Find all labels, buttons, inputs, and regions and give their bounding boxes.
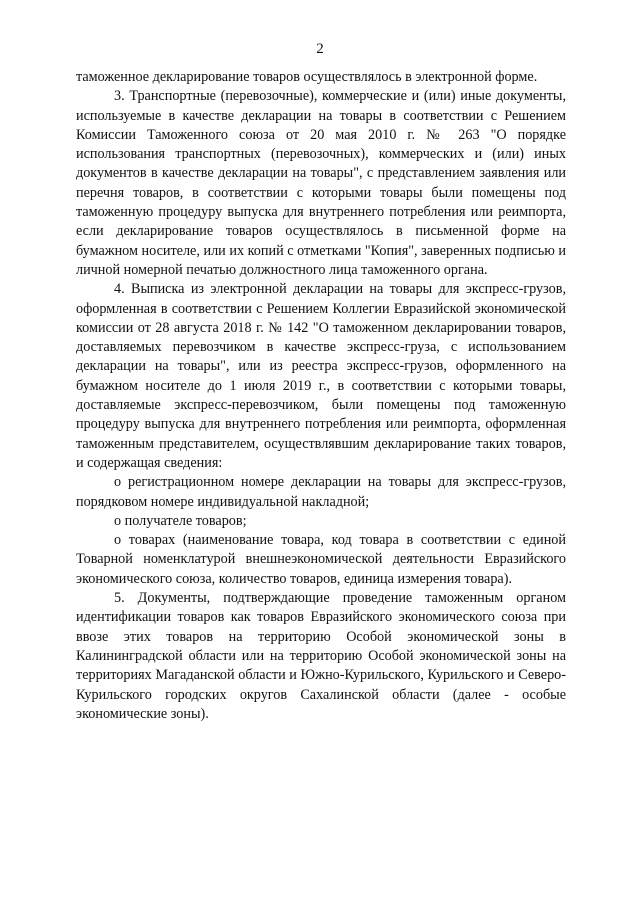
paragraph-subitem-goods: о товарах (наименование товара, код товара в соответствии с единой Товарной номенклатурой внешнеэкономической деятельности Евразийского экономического союза, количество товаров, единица измерения товара).	[76, 532, 566, 587]
paragraph-subitem-recipient: о получателе товаров;	[114, 512, 247, 529]
paragraph-item-5: 5. Документы, подтверждающие проведение таможенным органом идентификации товаров как товаров Евразийского экономического союза при ввозе этих товаров на территорию Особой экономической зоны в Калининградской области или на территорию Особой экономической зоны на территориях Магаданской области и Южно-Курильского, Курильского и Северо-Курильского городских округов Сахалинской области (далее - особые экономические зоны).	[76, 590, 566, 722]
paragraph-item-4: 4. Выписка из электронной декларации на товары для экспресс-грузов, оформленная в соответствии с Решением Коллегии Евразийской экономической комиссии от 28 августа 2018 г. № 142 "О таможенном декларировании товаров, доставляемых перевозчиком в качестве экспресс-груза, с использованием декларации на товары", или из реестра экспресс-грузов, оформленного на бумажном носителе до 1 июля 2019 г., в соответствии с которыми товары, доставляемые экспресс-перевозчиком, были помещены под таможенную процедуру выпуска для внутреннего потребления или реимпорта, оформленная таможенным представителем, осуществлявшим декларирование таких товаров, и содержащая сведения:	[76, 281, 566, 471]
paragraph-continuation: таможенное декларирование товаров осуществлялось в электронной форме.	[76, 69, 538, 85]
paragraph-subitem-registration: о регистрационном номере декларации на товары для экспресс-грузов, порядковом номере индивидуальной накладной;	[76, 474, 566, 510]
document-body	[76, 68, 566, 724]
paragraph-item-3: 3. Транспортные (перевозочные), коммерческие и (или) иные документы, используемые в качестве декларации на товары в соответствии с Решением Комиссии Таможенного союза от 20 мая 2010 г. № 263 "О порядке использования транспортных (перевозочных), коммерческих и (или) иных документов в качестве декларации на товары", с представлением заявления или перечня товаров, в соответствии с которыми товары были помещены под таможенную процедуру выпуска для внутреннего потребления или реимпорта, если декларирование товаров осуществлялось в письменной форме на бумажном носителе, или их копий с отметками "Копия", заверенных подписью и личной номерной печатью должностного лица таможенного органа.	[76, 88, 566, 278]
page-number: 2	[316, 41, 324, 57]
